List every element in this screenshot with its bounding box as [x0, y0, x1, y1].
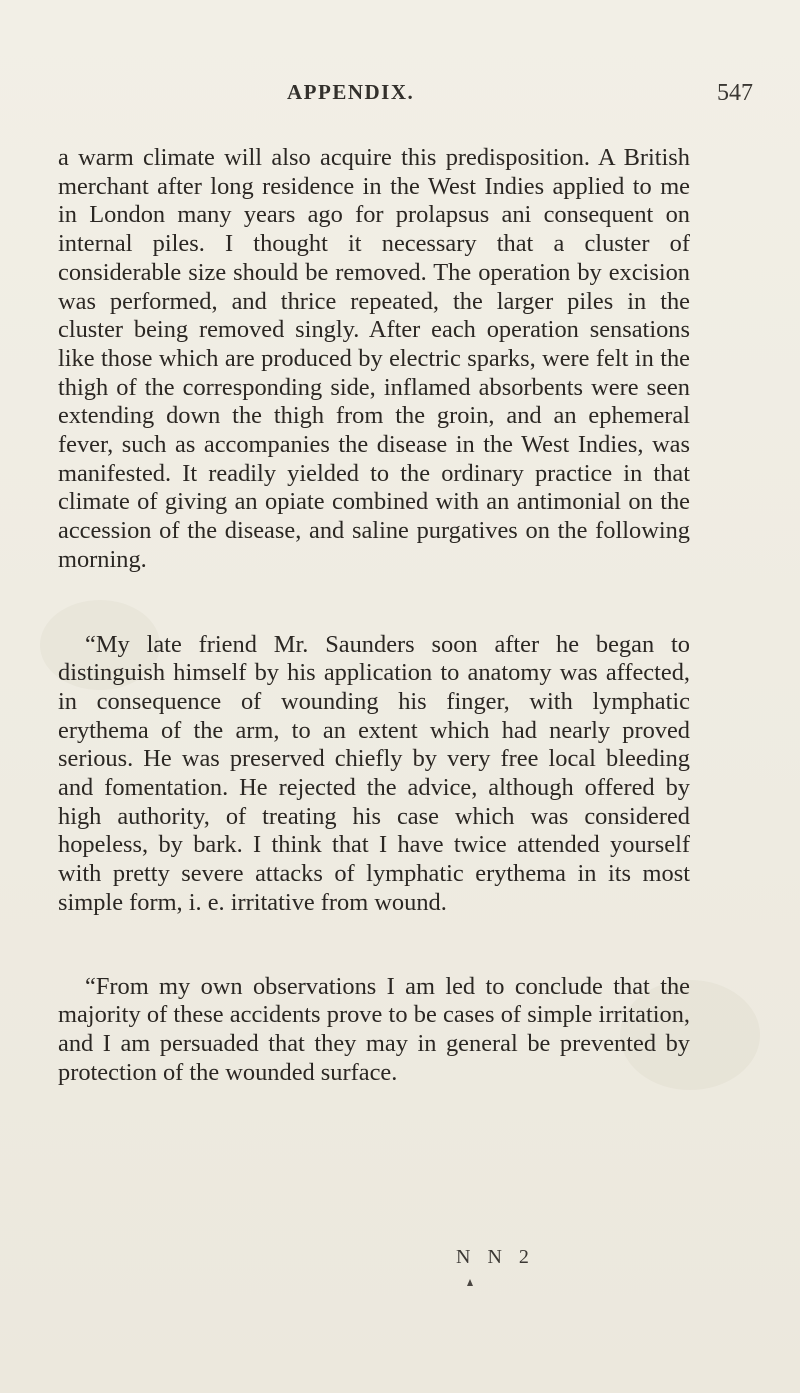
- paragraph-quote-saunders: “My late friend Mr. Saunders soon after he began to distinguish himself by his application to anatomy was affected, in consequence of wounding his finger, with lymphatic erythema of the arm, to an extent which had nearly proved serious. He was preserved chiefly by very free local bleeding and fomentation. He rejected the advice, although offered by high authority, of treating his case which was considered hopeless, by bark. I think that I have twice attended yourself with pretty severe attacks of lymphatic erythema in its most simple form, i. e. irritative from wound.: [58, 630, 690, 916]
- running-head-title: APPENDIX.: [287, 80, 415, 104]
- ink-dot-icon: [466, 1279, 474, 1287]
- signature-label: N N 2: [456, 1246, 535, 1268]
- running-head: [0, 80, 800, 110]
- paragraph-quote-observations: “From my own observations I am led to conclude that the majority of these accidents prove to be cases of simple irritation, and I am persuaded that they may in general be prevented by protection of the wounded surface.: [58, 972, 690, 1086]
- paragraph-continuation: a warm climate will also acquire this predisposition. A British merchant after long residence in the West Indies applied to me in London many years ago for prolapsus ani consequent on internal piles. I thought it necessary that a cluster of considerable size should be removed. The operation by excision was performed, and thrice repeated, the larger piles in the cluster being removed singly. After each operation sensations like those which are produced by electric sparks, were felt in the thigh of the corresponding side, inflamed absorbents were seen extending down the thigh from the groin, and an ephemeral fever, such as accompanies the disease in the West Indies, was manifested. It readily yielded to the ordinary practice in that climate of giving an opiate combined with an antimonial on the accession of the disease, and saline purgatives on the following morning.: [58, 144, 690, 573]
- body-text: [58, 144, 690, 1087]
- signature-mark: [0, 1246, 800, 1276]
- page-number: 547: [717, 80, 753, 106]
